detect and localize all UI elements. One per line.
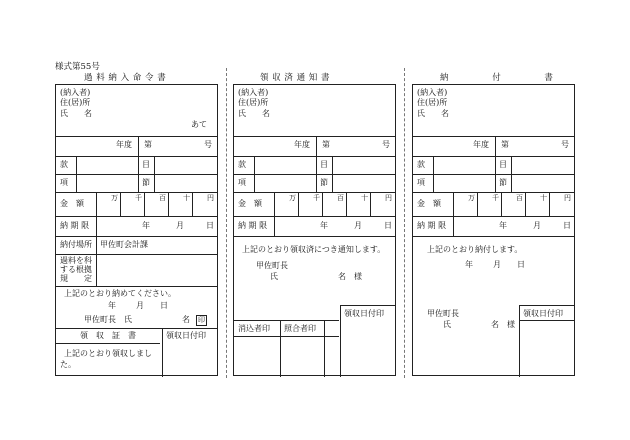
- setsu-label: 節: [142, 178, 150, 187]
- deadline-month: 月: [533, 221, 541, 230]
- title-payment-slip: 納 付 書: [440, 73, 554, 83]
- kou-label: 項: [238, 178, 246, 187]
- kou-label: 項: [417, 178, 425, 187]
- unit-hyaku: 百: [516, 194, 523, 202]
- issue-month: 月: [136, 301, 144, 310]
- deadline-day: 日: [206, 221, 214, 230]
- receipt-date-stamp-label: 領収日付印: [344, 309, 384, 318]
- payment-day: 日: [517, 260, 525, 269]
- unit-man: 万: [289, 194, 296, 202]
- receipt-text-line1: 上記のとおり領収しまし: [64, 349, 152, 358]
- payer-name-label: 氏 名: [60, 109, 92, 118]
- unit-juu: 十: [183, 194, 190, 202]
- kan-label: 款: [417, 160, 425, 169]
- cut-line-2: [404, 68, 405, 378]
- amount-label: 金 額: [60, 199, 84, 208]
- receipt-notice-form: [233, 84, 396, 376]
- mayor-name-sama: 名 様: [491, 320, 515, 329]
- verification-stamp-label: 照合者印: [284, 324, 316, 333]
- number-prefix: 第: [322, 140, 330, 149]
- legal-basis-line3: 規 定: [60, 274, 92, 283]
- fine-order-form: [55, 84, 218, 376]
- amount-label: 金 額: [417, 199, 441, 208]
- seal-mark: 印: [198, 316, 205, 324]
- unit-sen: 千: [313, 194, 320, 202]
- legal-basis-line1: 過料を科: [60, 256, 92, 265]
- mayor-title: 甲佐町長: [256, 261, 288, 270]
- mayor-shi: 氏: [443, 320, 451, 329]
- moku-label: 目: [499, 160, 507, 169]
- deadline-month: 月: [176, 221, 184, 230]
- issuer-title: 甲佐町長 氏: [84, 315, 132, 324]
- deadline-year: 年: [320, 221, 328, 230]
- unit-sen: 千: [492, 194, 499, 202]
- issue-day: 日: [160, 301, 168, 310]
- deadline-day: 日: [384, 221, 392, 230]
- payer-address-label: 住(居)所: [238, 98, 269, 107]
- moku-label: 目: [320, 160, 328, 169]
- payer-heading: (納入者): [417, 88, 448, 97]
- fiscal-year-label: 年度: [473, 140, 489, 149]
- deadline-month: 月: [354, 221, 362, 230]
- payer-name-label: 氏 名: [417, 109, 449, 118]
- payer-heading: (納入者): [238, 88, 269, 97]
- unit-hyaku: 百: [159, 194, 166, 202]
- receipt-title: 領 収 証 書: [80, 331, 136, 340]
- payer-address-label: 住(居)所: [417, 98, 448, 107]
- deadline-label: 納 期 限: [417, 221, 447, 230]
- issuer-name: 名: [182, 315, 190, 324]
- pay-place-label: 納付場所: [60, 240, 92, 249]
- amount-label: 金 額: [238, 199, 262, 208]
- payment-request: 上記のとおり納めてください。: [64, 289, 176, 298]
- number-prefix: 第: [144, 140, 152, 149]
- receipt-text-line2: た。: [60, 360, 76, 369]
- setsu-label: 節: [499, 178, 507, 187]
- title-receipt-notice: 領 収 済 通 知 書: [260, 73, 331, 83]
- unit-hyaku: 百: [337, 194, 344, 202]
- payment-month: 月: [493, 260, 501, 269]
- notice-text: 上記のとおり領収済につき通知します。: [242, 245, 386, 254]
- unit-en: 円: [385, 194, 392, 202]
- payment-year: 年: [465, 260, 473, 269]
- kan-label: 款: [238, 160, 246, 169]
- unit-juu: 十: [361, 194, 368, 202]
- number-prefix: 第: [501, 140, 509, 149]
- deadline-year: 年: [499, 221, 507, 230]
- title-fine-order: 過 料 納 入 命 令 書: [84, 73, 167, 83]
- number-suffix: 号: [204, 140, 212, 149]
- deadline-label: 納 期 限: [238, 221, 268, 230]
- deadline-day: 日: [563, 221, 571, 230]
- unit-man: 万: [468, 194, 475, 202]
- mayor-shi: 氏: [270, 272, 278, 281]
- number-suffix: 号: [561, 140, 569, 149]
- pay-place-value: 甲佐町会計課: [100, 240, 148, 249]
- receipt-date-stamp-label: 領収日付印: [523, 309, 563, 318]
- kan-label: 款: [60, 160, 68, 169]
- mayor-name-sama: 名 様: [338, 272, 362, 281]
- payer-honorific: あて: [191, 120, 207, 129]
- moku-label: 目: [142, 160, 150, 169]
- unit-man: 万: [111, 194, 118, 202]
- payment-statement: 上記のとおり納付します。: [427, 245, 523, 254]
- number-suffix: 号: [382, 140, 390, 149]
- receipt-date-stamp-label: 領収日付印: [166, 331, 206, 340]
- form-number-label: 様式第55号: [55, 62, 100, 72]
- deadline-year: 年: [142, 221, 150, 230]
- unit-juu: 十: [540, 194, 547, 202]
- payment-slip-form: [412, 84, 575, 376]
- unit-en: 円: [564, 194, 571, 202]
- cut-line-1: [226, 68, 227, 378]
- payer-name-label: 氏 名: [238, 109, 270, 118]
- legal-basis-line2: する根拠: [60, 265, 92, 274]
- payer-address-label: 住(居)所: [60, 98, 91, 107]
- mayor-title: 甲佐町長: [427, 309, 459, 318]
- unit-sen: 千: [135, 194, 142, 202]
- unit-en: 円: [207, 194, 214, 202]
- fiscal-year-label: 年度: [294, 140, 310, 149]
- setsu-label: 節: [320, 178, 328, 187]
- clearing-stamp-label: 消込者印: [238, 324, 270, 333]
- fiscal-year-label: 年度: [116, 140, 132, 149]
- issue-year: 年: [108, 301, 116, 310]
- deadline-label: 納 期 限: [60, 221, 90, 230]
- payer-heading: (納入者): [60, 88, 91, 97]
- kou-label: 項: [60, 178, 68, 187]
